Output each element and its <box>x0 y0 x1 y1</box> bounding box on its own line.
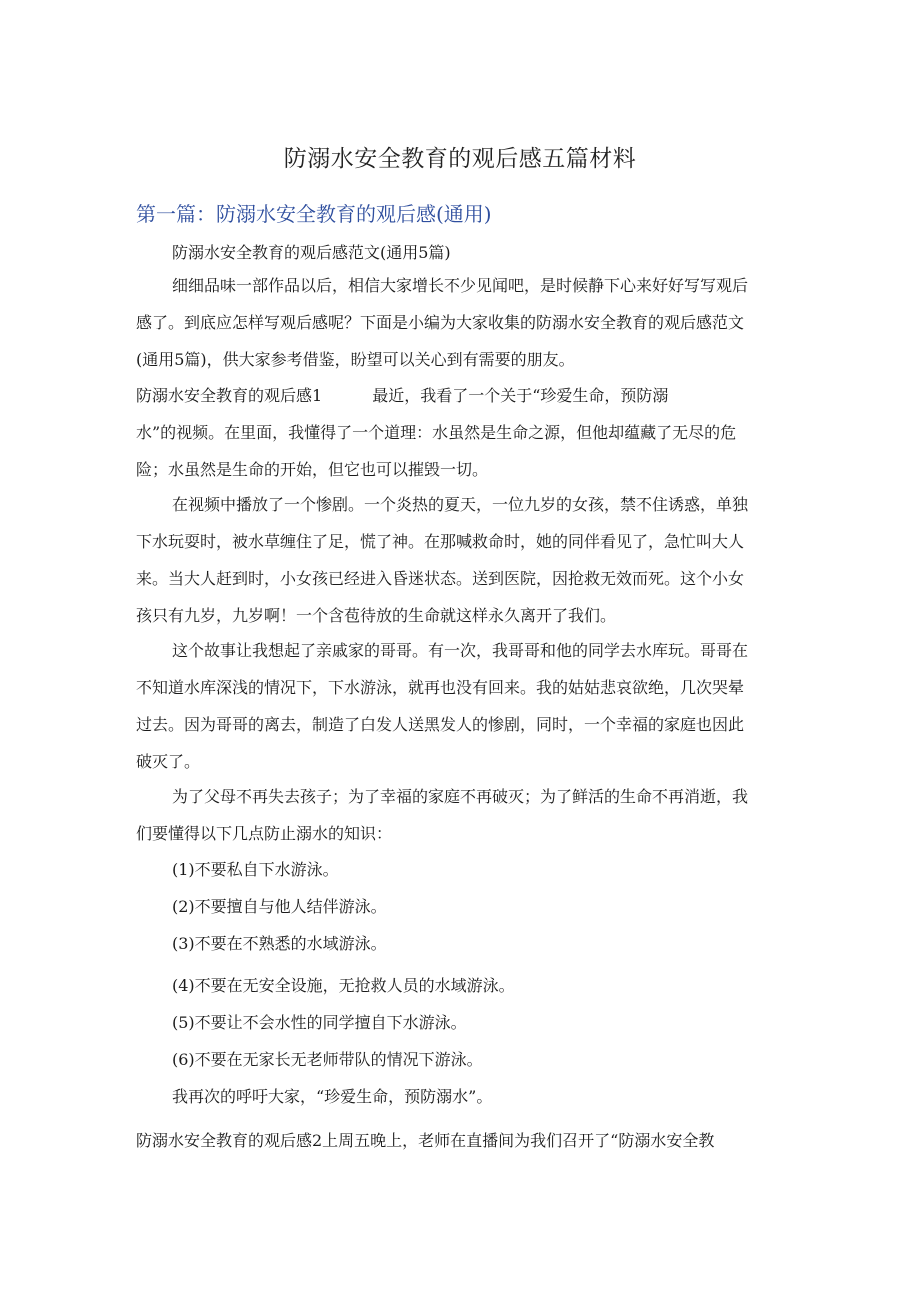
intro-line: 感了。到底应怎样写观后感呢？下面是小编为大家收集的防溺水安全教育的观后感范文 <box>136 313 745 332</box>
subtitle-line: 防溺水安全教育的观后感范文(通用5篇) <box>172 243 451 262</box>
rules-list <box>136 851 784 962</box>
section-heading: 第一篇：防溺水安全教育的观后感(通用) <box>136 202 492 226</box>
relative-line: 不知道水库深浅的情况下，下水游泳，就再也没有回来。我的姑姑悲哀欲绝，几次哭晕 <box>136 678 745 697</box>
story-line: 孩只有九岁，九岁啊！一个含苞待放的生命就这样永久离开了我们。 <box>136 606 617 625</box>
essay2-paragraph <box>136 1122 784 1159</box>
rule-item: (4)不要在无安全设施，无抢救人员的水域游泳。 <box>172 976 515 995</box>
rule-item: (6)不要在无家长无老师带队的情况下游泳。 <box>172 1050 483 1069</box>
subtitle-paragraph <box>136 234 784 271</box>
story-paragraph <box>136 486 784 634</box>
rules-list-continued <box>136 967 784 1115</box>
knowledge-line: 为了父母不再失去孩子；为了幸福的家庭不再破灭；为了鲜活的生命不再消逝，我 <box>172 787 749 806</box>
rule-item: (5)不要让不会水性的同学擅自下水游泳。 <box>172 1013 467 1032</box>
rule-item: (2)不要擅自与他人结伴游泳。 <box>172 897 387 916</box>
essay1-paragraph <box>136 377 784 488</box>
knowledge-paragraph <box>136 778 784 852</box>
rule-item: (1)不要私自下水游泳。 <box>172 860 339 879</box>
story-line: 来。当大人赶到时，小女孩已经进入昏迷状态。送到医院，因抢救无效而死。这个小女 <box>136 569 745 588</box>
rule-item: (3)不要在不熟悉的水域游泳。 <box>172 934 387 953</box>
story-line: 在视频中播放了一个惨剧。一个炎热的夏天，一位九岁的女孩，禁不住诱惑，单独 <box>172 495 749 514</box>
intro-line: (通用5篇)，供大家参考借鉴，盼望可以关心到有需要的朋友。 <box>136 350 575 369</box>
essay1-first-text: 最近，我看了一个关于“珍爱生命，预防溺 <box>372 386 669 405</box>
relative-line: 破灭了。 <box>136 752 201 771</box>
document-title: 防溺水安全教育的观后感五篇材料 <box>283 146 637 172</box>
relative-line: 这个故事让我想起了亲戚家的哥哥。有一次，我哥哥和他的同学去水库玩。哥哥在 <box>172 641 749 660</box>
relative-paragraph <box>136 632 784 780</box>
essay1-first-line <box>136 377 784 414</box>
essay1-line: 险；水虽然是生命的开始，但它也可以摧毁一切。 <box>136 460 489 479</box>
closing-line: 我再次的呼吁大家，“珍爱生命，预防溺水”。 <box>172 1087 493 1106</box>
intro-paragraph <box>136 267 784 378</box>
story-line: 下水玩耍时，被水草缠住了足，慌了神。在那喊救命时，她的同伴看见了，急忙叫大人 <box>136 532 745 551</box>
knowledge-line: 们要懂得以下几点防止溺水的知识： <box>136 824 393 843</box>
essay1-label: 防溺水安全教育的观后感1 <box>136 386 323 405</box>
essay2-line: 防溺水安全教育的观后感2上周五晚上，老师在直播间为我们召开了“防溺水安全教 <box>136 1131 715 1150</box>
intro-line: 细细品味一部作品以后，相信大家增长不少见闻吧，是时候静下心来好好写写观后 <box>172 276 749 295</box>
relative-line: 过去。因为哥哥的离去，制造了白发人送黑发人的惨剧，同时，一个幸福的家庭也因此 <box>136 715 745 734</box>
essay1-line: 水”的视频。在里面，我懂得了一个道理：水虽然是生命之源，但他却蕴藏了无尽的危 <box>136 423 737 442</box>
